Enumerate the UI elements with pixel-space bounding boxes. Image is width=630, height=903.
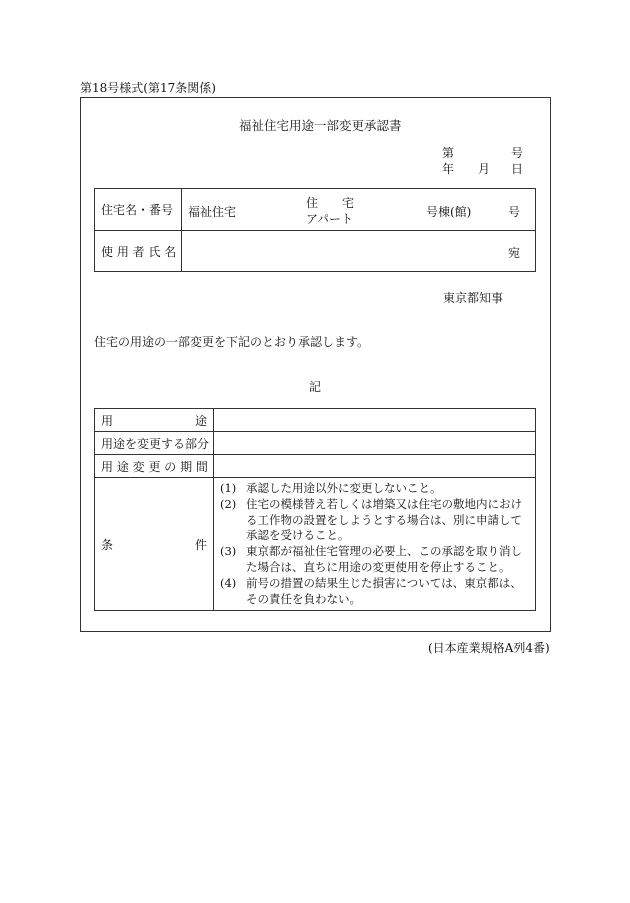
housing-value-cell[interactable] (182, 189, 536, 231)
condition-text: 住宅の模様替え若しくは増築又は住宅の敷地内における工作物の設置をしようとする場合は、別に申請して承認を受けること。 (246, 496, 522, 543)
housing-name-prefix: 福祉住宅 (188, 205, 237, 219)
condition-text: 前号の措置の結果生じた損害については、東京都は、その責任を負わない。 (246, 575, 522, 606)
conditions-label-cell (95, 478, 214, 611)
condition-item (220, 497, 531, 544)
purpose-label-a: 用 (101, 413, 114, 428)
date-year: 年 (442, 162, 455, 176)
purpose-label-b: 途 (194, 413, 207, 428)
condition-number: (2) (220, 496, 237, 511)
issuer: 東京都知事 (443, 291, 504, 305)
purpose-value-cell[interactable] (214, 409, 536, 432)
housing-type-bottom: アパート (306, 212, 354, 226)
details-table (94, 408, 536, 611)
user-label-cell (95, 231, 182, 272)
housing-label: 住宅名・番号 (101, 203, 174, 217)
housing-type-top: 住 宅 (306, 196, 355, 210)
change-period-value-cell[interactable] (214, 455, 536, 478)
date-month: 月 (478, 162, 491, 176)
conditions-label-a: 条 (101, 537, 114, 552)
condition-item (220, 576, 531, 608)
condition-number: (3) (220, 544, 237, 559)
recipient-table (94, 188, 536, 272)
date-day: 日 (511, 162, 524, 176)
changed-part-value-cell[interactable] (214, 432, 536, 455)
document-title: 福祉住宅用途一部変更承認書 (239, 118, 402, 133)
condition-number: (1) (220, 481, 237, 495)
condition-number: (4) (220, 575, 237, 590)
condition-text: 東京都が福祉住宅管理の必要上、この承認を取り消した場合は、直ちに用途の変更使用を停止すること。 (246, 544, 522, 574)
footer-standard: (日本産業規格A列4番) (428, 641, 550, 655)
number-suffix: 号 (511, 146, 524, 160)
ki-heading: 記 (309, 380, 322, 394)
form-number: 第18号様式(第17条関係) (80, 81, 216, 95)
purpose-label-cell (95, 409, 214, 432)
changed-part-label-cell (95, 432, 214, 455)
housing-label-cell (95, 189, 182, 231)
housing-building: 号棟(館) (426, 205, 472, 219)
user-label: 使 用 者 氏 名 (101, 244, 177, 259)
change-period-label: 用 途 変 更 の 期 間 (101, 459, 208, 474)
condition-text: 承認した用途以外に変更しないこと。 (246, 481, 442, 495)
user-value-cell[interactable] (182, 231, 536, 272)
conditions-value-cell (214, 478, 536, 611)
condition-item (220, 481, 531, 497)
conditions-label-b: 件 (194, 537, 207, 552)
change-period-label-cell (95, 455, 214, 478)
user-suffix: 宛 (508, 246, 521, 260)
intro-text: 住宅の用途の一部変更を下記のとおり承認します。 (94, 335, 370, 349)
conditions-list (214, 478, 535, 610)
changed-part-label: 用途を変更する部分 (101, 436, 210, 451)
number-label: 第 (442, 146, 455, 160)
housing-room: 号 (508, 205, 521, 219)
condition-item (220, 544, 531, 576)
